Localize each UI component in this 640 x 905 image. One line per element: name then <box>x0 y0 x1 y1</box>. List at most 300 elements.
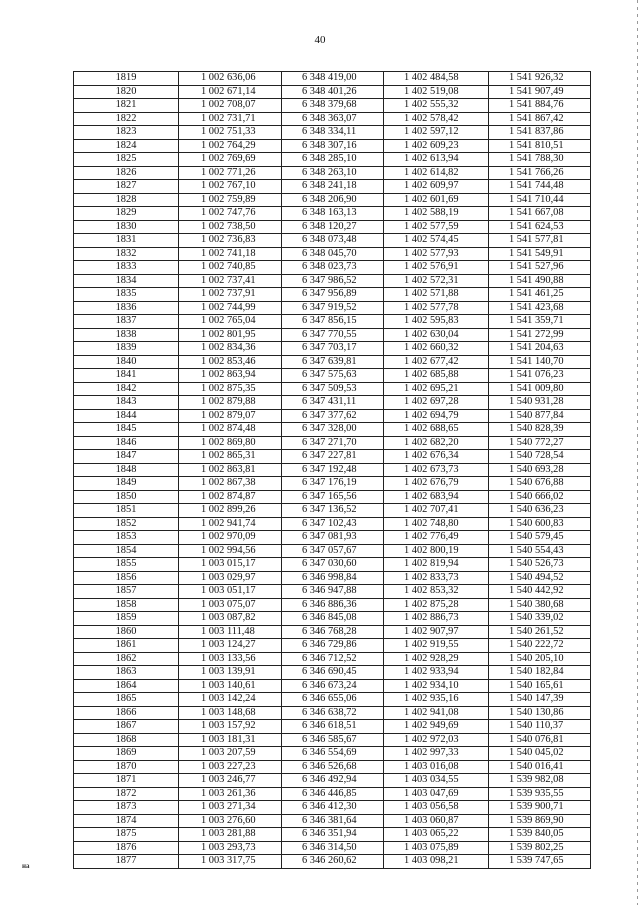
y2-coordinate-cell: 1 541 423,68 <box>489 301 591 315</box>
y-coordinate-cell: 6 346 638,72 <box>282 706 384 720</box>
x2-coordinate-cell: 1 402 614,82 <box>384 166 489 180</box>
point-number-cell: 1833 <box>74 261 179 275</box>
y2-coordinate-cell: 1 541 527,96 <box>489 261 591 275</box>
point-number-cell: 1823 <box>74 126 179 140</box>
x-coordinate-cell: 1 002 771,26 <box>179 166 282 180</box>
x2-coordinate-cell: 1 402 997,33 <box>384 747 489 761</box>
x2-coordinate-cell: 1 402 597,12 <box>384 126 489 140</box>
x-coordinate-cell: 1 002 636,06 <box>179 72 282 86</box>
y-coordinate-cell: 6 346 492,94 <box>282 774 384 788</box>
point-number-cell: 1845 <box>74 423 179 437</box>
y2-coordinate-cell: 1 540 772,27 <box>489 436 591 450</box>
x-coordinate-cell: 1 002 767,10 <box>179 180 282 194</box>
table-row <box>74 490 591 504</box>
y2-coordinate-cell: 1 539 840,05 <box>489 828 591 842</box>
point-number-cell: 1819 <box>74 72 179 86</box>
table-row <box>74 261 591 275</box>
y-coordinate-cell: 6 346 886,36 <box>282 598 384 612</box>
point-number-cell: 1837 <box>74 315 179 329</box>
x2-coordinate-cell: 1 402 688,65 <box>384 423 489 437</box>
point-number-cell: 1862 <box>74 652 179 666</box>
x2-coordinate-cell: 1 403 016,08 <box>384 760 489 774</box>
y2-coordinate-cell: 1 540 728,54 <box>489 450 591 464</box>
y2-coordinate-cell: 1 539 935,55 <box>489 787 591 801</box>
x2-coordinate-cell: 1 402 907,97 <box>384 625 489 639</box>
point-number-cell: 1859 <box>74 612 179 626</box>
x2-coordinate-cell: 1 403 047,69 <box>384 787 489 801</box>
point-number-cell: 1827 <box>74 180 179 194</box>
x-coordinate-cell: 1 003 111,48 <box>179 625 282 639</box>
x-coordinate-cell: 1 003 227,23 <box>179 760 282 774</box>
table-row <box>74 315 591 329</box>
y-coordinate-cell: 6 346 351,94 <box>282 828 384 842</box>
y-coordinate-cell: 6 346 690,45 <box>282 666 384 680</box>
point-number-cell: 1865 <box>74 693 179 707</box>
y2-coordinate-cell: 1 541 549,91 <box>489 247 591 261</box>
table-row <box>74 112 591 126</box>
y2-coordinate-cell: 1 540 494,52 <box>489 571 591 585</box>
footer-mark: на <box>22 862 30 870</box>
x-coordinate-cell: 1 002 879,88 <box>179 396 282 410</box>
y2-coordinate-cell: 1 540 016,41 <box>489 760 591 774</box>
y-coordinate-cell: 6 348 334,11 <box>282 126 384 140</box>
table-row <box>74 234 591 248</box>
y2-coordinate-cell: 1 541 490,88 <box>489 274 591 288</box>
point-number-cell: 1871 <box>74 774 179 788</box>
y2-coordinate-cell: 1 539 900,71 <box>489 801 591 815</box>
table-row <box>74 679 591 693</box>
x2-coordinate-cell: 1 402 577,93 <box>384 247 489 261</box>
x-coordinate-cell: 1 002 751,33 <box>179 126 282 140</box>
y2-coordinate-cell: 1 539 982,08 <box>489 774 591 788</box>
point-number-cell: 1849 <box>74 477 179 491</box>
y2-coordinate-cell: 1 540 636,23 <box>489 504 591 518</box>
point-number-cell: 1843 <box>74 396 179 410</box>
x-coordinate-cell: 1 002 708,07 <box>179 99 282 113</box>
y-coordinate-cell: 6 346 412,30 <box>282 801 384 815</box>
x-coordinate-cell: 1 003 317,75 <box>179 855 282 869</box>
x2-coordinate-cell: 1 402 697,28 <box>384 396 489 410</box>
x2-coordinate-cell: 1 402 576,91 <box>384 261 489 275</box>
y2-coordinate-cell: 1 540 600,83 <box>489 517 591 531</box>
table-row <box>74 436 591 450</box>
point-number-cell: 1851 <box>74 504 179 518</box>
table-row <box>74 301 591 315</box>
table-row <box>74 720 591 734</box>
table-row <box>74 288 591 302</box>
x2-coordinate-cell: 1 402 919,55 <box>384 639 489 653</box>
x2-coordinate-cell: 1 403 065,22 <box>384 828 489 842</box>
x-coordinate-cell: 1 003 261,36 <box>179 787 282 801</box>
y-coordinate-cell: 6 347 165,56 <box>282 490 384 504</box>
y-coordinate-cell: 6 347 575,63 <box>282 369 384 383</box>
y2-coordinate-cell: 1 541 272,99 <box>489 328 591 342</box>
y2-coordinate-cell: 1 540 676,88 <box>489 477 591 491</box>
table-row <box>74 193 591 207</box>
point-number-cell: 1847 <box>74 450 179 464</box>
y2-coordinate-cell: 1 541 009,80 <box>489 382 591 396</box>
x-coordinate-cell: 1 002 853,46 <box>179 355 282 369</box>
y2-coordinate-cell: 1 540 380,68 <box>489 598 591 612</box>
table-row <box>74 274 591 288</box>
y-coordinate-cell: 6 346 673,24 <box>282 679 384 693</box>
x-coordinate-cell: 1 003 148,68 <box>179 706 282 720</box>
y-coordinate-cell: 6 347 919,52 <box>282 301 384 315</box>
table-row <box>74 733 591 747</box>
point-number-cell: 1855 <box>74 558 179 572</box>
x-coordinate-cell: 1 002 738,50 <box>179 220 282 234</box>
y2-coordinate-cell: 1 540 045,02 <box>489 747 591 761</box>
y-coordinate-cell: 6 346 585,67 <box>282 733 384 747</box>
y2-coordinate-cell: 1 540 261,52 <box>489 625 591 639</box>
x-coordinate-cell: 1 002 875,35 <box>179 382 282 396</box>
point-number-cell: 1822 <box>74 112 179 126</box>
y2-coordinate-cell: 1 541 766,26 <box>489 166 591 180</box>
x-coordinate-cell: 1 003 181,31 <box>179 733 282 747</box>
x-coordinate-cell: 1 002 747,76 <box>179 207 282 221</box>
table-row <box>74 139 591 153</box>
point-number-cell: 1840 <box>74 355 179 369</box>
y-coordinate-cell: 6 347 856,15 <box>282 315 384 329</box>
x-coordinate-cell: 1 002 834,36 <box>179 342 282 356</box>
x-coordinate-cell: 1 002 863,94 <box>179 369 282 383</box>
y-coordinate-cell: 6 348 206,90 <box>282 193 384 207</box>
y-coordinate-cell: 6 346 260,62 <box>282 855 384 869</box>
y2-coordinate-cell: 1 541 867,42 <box>489 112 591 126</box>
y-coordinate-cell: 6 348 307,16 <box>282 139 384 153</box>
point-number-cell: 1877 <box>74 855 179 869</box>
table-row <box>74 666 591 680</box>
x-coordinate-cell: 1 002 874,48 <box>179 423 282 437</box>
table-row <box>74 639 591 653</box>
table-row <box>74 693 591 707</box>
y2-coordinate-cell: 1 540 693,28 <box>489 463 591 477</box>
x-coordinate-cell: 1 002 801,95 <box>179 328 282 342</box>
y-coordinate-cell: 6 346 381,64 <box>282 814 384 828</box>
coordinates-table <box>73 71 591 869</box>
y2-coordinate-cell: 1 541 926,32 <box>489 72 591 86</box>
x2-coordinate-cell: 1 402 695,21 <box>384 382 489 396</box>
point-number-cell: 1858 <box>74 598 179 612</box>
x2-coordinate-cell: 1 402 800,19 <box>384 544 489 558</box>
y-coordinate-cell: 6 347 431,11 <box>282 396 384 410</box>
y2-coordinate-cell: 1 541 667,08 <box>489 207 591 221</box>
x2-coordinate-cell: 1 402 972,03 <box>384 733 489 747</box>
x-coordinate-cell: 1 002 765,04 <box>179 315 282 329</box>
x2-coordinate-cell: 1 402 571,88 <box>384 288 489 302</box>
point-number-cell: 1846 <box>74 436 179 450</box>
table-row <box>74 760 591 774</box>
table-row <box>74 571 591 585</box>
point-number-cell: 1853 <box>74 531 179 545</box>
point-number-cell: 1870 <box>74 760 179 774</box>
point-number-cell: 1828 <box>74 193 179 207</box>
point-number-cell: 1826 <box>74 166 179 180</box>
table-row <box>74 207 591 221</box>
y-coordinate-cell: 6 347 271,70 <box>282 436 384 450</box>
table-row <box>74 450 591 464</box>
x2-coordinate-cell: 1 403 098,21 <box>384 855 489 869</box>
table-row <box>74 85 591 99</box>
table-row <box>74 247 591 261</box>
table-row <box>74 828 591 842</box>
y-coordinate-cell: 6 348 241,18 <box>282 180 384 194</box>
x-coordinate-cell: 1 003 246,77 <box>179 774 282 788</box>
point-number-cell: 1831 <box>74 234 179 248</box>
x-coordinate-cell: 1 002 941,74 <box>179 517 282 531</box>
point-number-cell: 1873 <box>74 801 179 815</box>
table-row <box>74 625 591 639</box>
x-coordinate-cell: 1 002 863,81 <box>179 463 282 477</box>
x2-coordinate-cell: 1 402 601,69 <box>384 193 489 207</box>
y2-coordinate-cell: 1 540 828,39 <box>489 423 591 437</box>
x2-coordinate-cell: 1 402 935,16 <box>384 693 489 707</box>
y-coordinate-cell: 6 346 845,08 <box>282 612 384 626</box>
y-coordinate-cell: 6 346 947,88 <box>282 585 384 599</box>
table-row <box>74 558 591 572</box>
y-coordinate-cell: 6 347 703,17 <box>282 342 384 356</box>
table-row <box>74 382 591 396</box>
y-coordinate-cell: 6 347 986,52 <box>282 274 384 288</box>
x2-coordinate-cell: 1 402 676,34 <box>384 450 489 464</box>
x2-coordinate-cell: 1 402 555,32 <box>384 99 489 113</box>
y-coordinate-cell: 6 348 363,07 <box>282 112 384 126</box>
table-row <box>74 612 591 626</box>
x2-coordinate-cell: 1 402 949,69 <box>384 720 489 734</box>
y-coordinate-cell: 6 348 263,10 <box>282 166 384 180</box>
x-coordinate-cell: 1 002 869,80 <box>179 436 282 450</box>
table-row <box>74 328 591 342</box>
point-number-cell: 1857 <box>74 585 179 599</box>
x-coordinate-cell: 1 002 899,26 <box>179 504 282 518</box>
y2-coordinate-cell: 1 541 907,49 <box>489 85 591 99</box>
x2-coordinate-cell: 1 402 577,59 <box>384 220 489 234</box>
point-number-cell: 1824 <box>74 139 179 153</box>
point-number-cell: 1852 <box>74 517 179 531</box>
y2-coordinate-cell: 1 539 747,65 <box>489 855 591 869</box>
y-coordinate-cell: 6 346 618,51 <box>282 720 384 734</box>
x-coordinate-cell: 1 002 874,87 <box>179 490 282 504</box>
x-coordinate-cell: 1 003 293,73 <box>179 841 282 855</box>
table-row <box>74 126 591 140</box>
point-number-cell: 1848 <box>74 463 179 477</box>
table-row <box>74 801 591 815</box>
y2-coordinate-cell: 1 540 182,84 <box>489 666 591 680</box>
table-row <box>74 814 591 828</box>
y2-coordinate-cell: 1 540 554,43 <box>489 544 591 558</box>
y2-coordinate-cell: 1 540 076,81 <box>489 733 591 747</box>
point-number-cell: 1825 <box>74 153 179 167</box>
y-coordinate-cell: 6 347 770,55 <box>282 328 384 342</box>
x2-coordinate-cell: 1 402 682,20 <box>384 436 489 450</box>
x2-coordinate-cell: 1 402 928,29 <box>384 652 489 666</box>
y-coordinate-cell: 6 347 192,48 <box>282 463 384 477</box>
table-row <box>74 369 591 383</box>
point-number-cell: 1875 <box>74 828 179 842</box>
y2-coordinate-cell: 1 541 710,44 <box>489 193 591 207</box>
x2-coordinate-cell: 1 402 748,80 <box>384 517 489 531</box>
x-coordinate-cell: 1 003 140,61 <box>179 679 282 693</box>
y-coordinate-cell: 6 347 102,43 <box>282 517 384 531</box>
table-row <box>74 153 591 167</box>
x-coordinate-cell: 1 003 281,88 <box>179 828 282 842</box>
x2-coordinate-cell: 1 402 819,94 <box>384 558 489 572</box>
x2-coordinate-cell: 1 402 519,08 <box>384 85 489 99</box>
x2-coordinate-cell: 1 402 588,19 <box>384 207 489 221</box>
point-number-cell: 1834 <box>74 274 179 288</box>
x-coordinate-cell: 1 002 740,85 <box>179 261 282 275</box>
point-number-cell: 1820 <box>74 85 179 99</box>
y-coordinate-cell: 6 347 328,00 <box>282 423 384 437</box>
x2-coordinate-cell: 1 403 034,55 <box>384 774 489 788</box>
table-row <box>74 409 591 423</box>
x2-coordinate-cell: 1 402 660,32 <box>384 342 489 356</box>
table-row <box>74 355 591 369</box>
point-number-cell: 1838 <box>74 328 179 342</box>
x-coordinate-cell: 1 002 731,71 <box>179 112 282 126</box>
table-row <box>74 774 591 788</box>
table-row <box>74 477 591 491</box>
x2-coordinate-cell: 1 402 934,10 <box>384 679 489 693</box>
table-row <box>74 463 591 477</box>
x-coordinate-cell: 1 003 139,91 <box>179 666 282 680</box>
x2-coordinate-cell: 1 403 075,89 <box>384 841 489 855</box>
point-number-cell: 1854 <box>74 544 179 558</box>
point-number-cell: 1835 <box>74 288 179 302</box>
x2-coordinate-cell: 1 402 683,94 <box>384 490 489 504</box>
y2-coordinate-cell: 1 540 442,92 <box>489 585 591 599</box>
y-coordinate-cell: 6 348 120,27 <box>282 220 384 234</box>
x-coordinate-cell: 1 002 769,69 <box>179 153 282 167</box>
y-coordinate-cell: 6 348 419,00 <box>282 72 384 86</box>
y2-coordinate-cell: 1 540 579,45 <box>489 531 591 545</box>
y2-coordinate-cell: 1 541 140,70 <box>489 355 591 369</box>
y-coordinate-cell: 6 346 712,52 <box>282 652 384 666</box>
y2-coordinate-cell: 1 540 165,61 <box>489 679 591 693</box>
x-coordinate-cell: 1 003 075,07 <box>179 598 282 612</box>
x-coordinate-cell: 1 002 994,56 <box>179 544 282 558</box>
x-coordinate-cell: 1 002 764,29 <box>179 139 282 153</box>
x-coordinate-cell: 1 002 970,09 <box>179 531 282 545</box>
y-coordinate-cell: 6 348 073,48 <box>282 234 384 248</box>
point-number-cell: 1872 <box>74 787 179 801</box>
coordinates-table-body <box>74 72 591 869</box>
x2-coordinate-cell: 1 403 060,87 <box>384 814 489 828</box>
y-coordinate-cell: 6 347 081,93 <box>282 531 384 545</box>
point-number-cell: 1821 <box>74 99 179 113</box>
x2-coordinate-cell: 1 402 484,58 <box>384 72 489 86</box>
scan-edge <box>637 0 638 905</box>
table-row <box>74 652 591 666</box>
point-number-cell: 1863 <box>74 666 179 680</box>
point-number-cell: 1864 <box>74 679 179 693</box>
y-coordinate-cell: 6 348 401,26 <box>282 85 384 99</box>
x-coordinate-cell: 1 002 879,07 <box>179 409 282 423</box>
y2-coordinate-cell: 1 539 869,90 <box>489 814 591 828</box>
y2-coordinate-cell: 1 540 931,28 <box>489 396 591 410</box>
y2-coordinate-cell: 1 541 076,23 <box>489 369 591 383</box>
table-row <box>74 585 591 599</box>
y2-coordinate-cell: 1 539 802,25 <box>489 841 591 855</box>
point-number-cell: 1861 <box>74 639 179 653</box>
x-coordinate-cell: 1 003 124,27 <box>179 639 282 653</box>
table-row <box>74 99 591 113</box>
x-coordinate-cell: 1 002 736,83 <box>179 234 282 248</box>
x-coordinate-cell: 1 003 029,97 <box>179 571 282 585</box>
x-coordinate-cell: 1 002 741,18 <box>179 247 282 261</box>
x2-coordinate-cell: 1 402 875,28 <box>384 598 489 612</box>
table-row <box>74 504 591 518</box>
y-coordinate-cell: 6 348 163,13 <box>282 207 384 221</box>
y-coordinate-cell: 6 346 729,86 <box>282 639 384 653</box>
table-row <box>74 180 591 194</box>
table-row <box>74 342 591 356</box>
y2-coordinate-cell: 1 540 222,72 <box>489 639 591 653</box>
point-number-cell: 1850 <box>74 490 179 504</box>
y-coordinate-cell: 6 346 655,06 <box>282 693 384 707</box>
y2-coordinate-cell: 1 540 205,10 <box>489 652 591 666</box>
y-coordinate-cell: 6 346 998,84 <box>282 571 384 585</box>
point-number-cell: 1867 <box>74 720 179 734</box>
point-number-cell: 1829 <box>74 207 179 221</box>
table-row <box>74 841 591 855</box>
x2-coordinate-cell: 1 402 630,04 <box>384 328 489 342</box>
table-row <box>74 787 591 801</box>
x-coordinate-cell: 1 003 051,17 <box>179 585 282 599</box>
table-row <box>74 423 591 437</box>
y-coordinate-cell: 6 346 526,68 <box>282 760 384 774</box>
x-coordinate-cell: 1 003 142,24 <box>179 693 282 707</box>
point-number-cell: 1860 <box>74 625 179 639</box>
y-coordinate-cell: 6 348 285,10 <box>282 153 384 167</box>
y2-coordinate-cell: 1 540 147,39 <box>489 693 591 707</box>
point-number-cell: 1866 <box>74 706 179 720</box>
x2-coordinate-cell: 1 402 595,83 <box>384 315 489 329</box>
x-coordinate-cell: 1 002 737,91 <box>179 288 282 302</box>
table-row <box>74 855 591 869</box>
x2-coordinate-cell: 1 402 933,94 <box>384 666 489 680</box>
x2-coordinate-cell: 1 402 853,32 <box>384 585 489 599</box>
table-row <box>74 544 591 558</box>
x2-coordinate-cell: 1 402 886,73 <box>384 612 489 626</box>
x2-coordinate-cell: 1 402 833,73 <box>384 571 489 585</box>
y2-coordinate-cell: 1 540 130,86 <box>489 706 591 720</box>
y-coordinate-cell: 6 348 023,73 <box>282 261 384 275</box>
x2-coordinate-cell: 1 402 676,79 <box>384 477 489 491</box>
y2-coordinate-cell: 1 541 461,25 <box>489 288 591 302</box>
y-coordinate-cell: 6 347 057,67 <box>282 544 384 558</box>
x2-coordinate-cell: 1 402 673,73 <box>384 463 489 477</box>
x-coordinate-cell: 1 002 867,38 <box>179 477 282 491</box>
y-coordinate-cell: 6 347 030,60 <box>282 558 384 572</box>
point-number-cell: 1836 <box>74 301 179 315</box>
point-number-cell: 1830 <box>74 220 179 234</box>
x-coordinate-cell: 1 003 157,92 <box>179 720 282 734</box>
point-number-cell: 1839 <box>74 342 179 356</box>
x2-coordinate-cell: 1 402 941,08 <box>384 706 489 720</box>
y-coordinate-cell: 6 347 377,62 <box>282 409 384 423</box>
y2-coordinate-cell: 1 540 110,37 <box>489 720 591 734</box>
x2-coordinate-cell: 1 402 677,42 <box>384 355 489 369</box>
x2-coordinate-cell: 1 402 685,88 <box>384 369 489 383</box>
y-coordinate-cell: 6 347 136,52 <box>282 504 384 518</box>
x-coordinate-cell: 1 002 737,41 <box>179 274 282 288</box>
x-coordinate-cell: 1 002 865,31 <box>179 450 282 464</box>
x2-coordinate-cell: 1 402 578,42 <box>384 112 489 126</box>
y2-coordinate-cell: 1 540 339,02 <box>489 612 591 626</box>
y-coordinate-cell: 6 346 446,85 <box>282 787 384 801</box>
x-coordinate-cell: 1 003 276,60 <box>179 814 282 828</box>
